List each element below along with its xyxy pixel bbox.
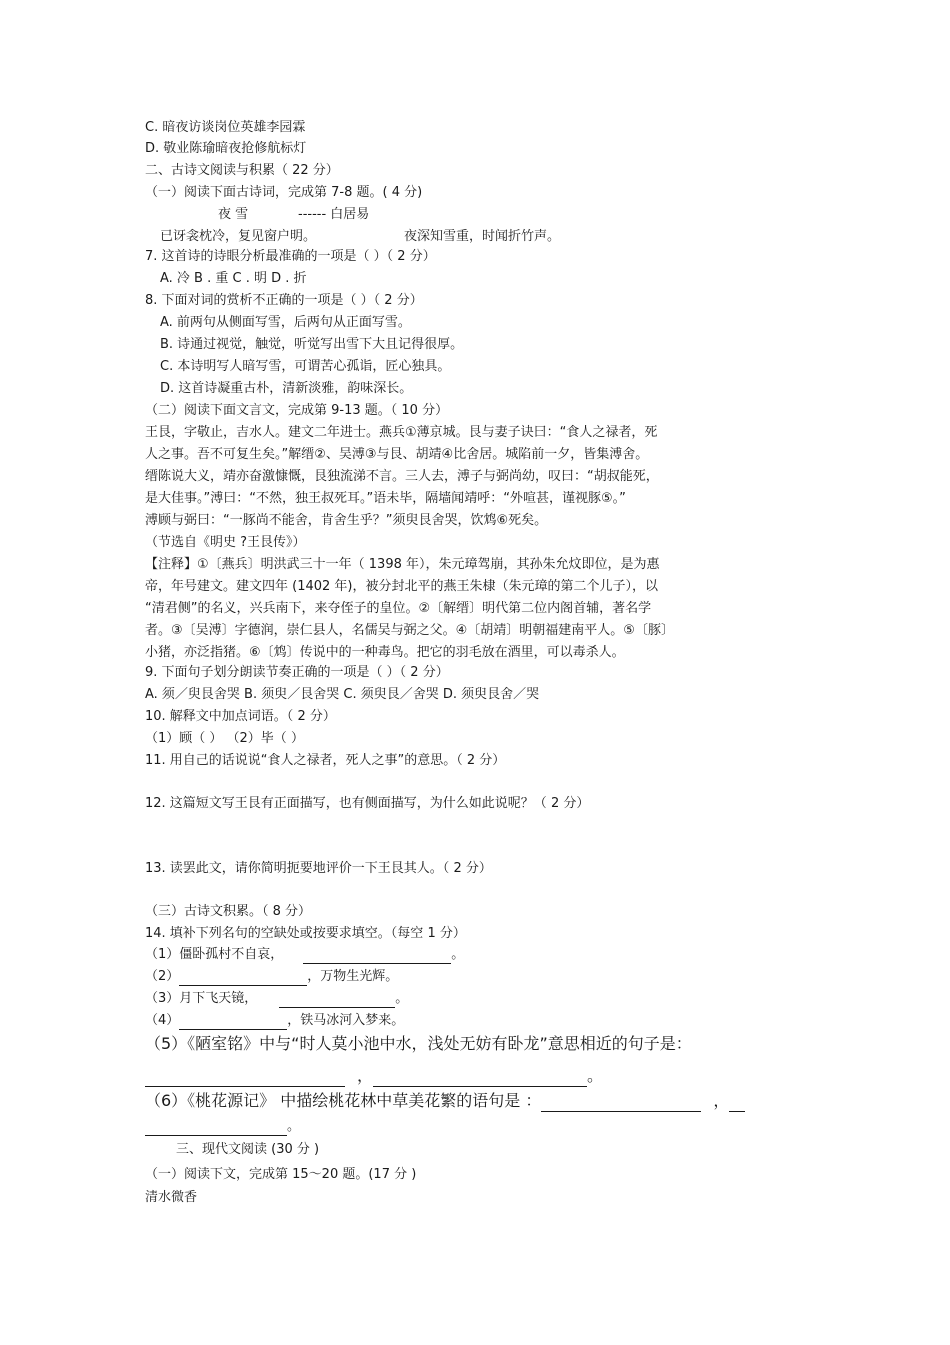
question-14-item-3: [145, 990, 408, 1008]
period: 。: [287, 1119, 301, 1134]
subsection-prose-heading: （二）阅读下面文言文，完成第 9-13 题。（ 10 分）: [145, 403, 449, 418]
item-1-text: （1）僵卧孤村不自哀，: [145, 947, 284, 962]
answer-blank-3[interactable]: [279, 993, 395, 1008]
question-12: 12. 这篇短文写王艮有正面描写，也有侧面描写，为什么如此说呢？（ 2 分）: [145, 796, 590, 811]
question-9-options: A. 须／臾艮舍哭 B. 须臾／艮舍哭 C. 须臾艮／舍哭 D. 须臾艮舍／哭: [145, 687, 540, 702]
question-14-item-6: [145, 1090, 745, 1112]
question-14-item-2: [145, 968, 398, 986]
prose-line-5: 溥顾与弼曰：“一豚尚不能舍，肯舍生乎？”须臾艮舍哭，饮鸩⑥死矣。: [145, 513, 548, 528]
option-d-line: D. 敬业陈瑜暗夜抢修航标灯: [145, 141, 307, 156]
question-11: 11. 用自己的话说说“食人之禄者，死人之事”的意思。（ 2 分）: [145, 753, 506, 768]
question-13: 13. 读罢此文，请你简明扼要地评价一下王艮其人。（ 2 分）: [145, 861, 492, 876]
answer-blank-5b[interactable]: [373, 1072, 587, 1087]
item-2-text: ，万物生光辉。: [307, 969, 399, 984]
subsection-modern-heading: （一）阅读下文，完成第 15～20 题。(17 分 ): [145, 1167, 417, 1182]
question-7: 7. 这首诗的诗眼分析最准确的一项是（ ）（ 2 分）: [145, 249, 436, 264]
poem-line-1: 已讶衾枕冷，复见窗户明。: [160, 229, 317, 244]
question-8-option-d: D. 这首诗凝重古朴，清新淡雅，韵味深长。: [160, 381, 413, 396]
question-10: 10. 解释文中加点词语。（ 2 分）: [145, 709, 336, 724]
period: 。: [395, 991, 409, 1006]
question-8-option-b: B. 诗通过视觉，触觉，听觉写出雪下大且记得很厚。: [160, 337, 464, 352]
question-7-options: A. 冷 B . 重 C . 明 D . 折: [160, 271, 307, 286]
prose-line-3: 缙陈说大义，靖亦奋激慷慨，艮独流涕不言。三人去，溥子与弼尚幼，叹曰：“胡叔能死，: [145, 469, 659, 484]
subsection-accumulation-heading: （三）古诗文积累。（ 8 分）: [145, 904, 312, 919]
poem-author: ------ 白居易: [298, 207, 370, 222]
question-8-option-a: A. 前两句从侧面写雪，后两句从正面写雪。: [160, 315, 411, 330]
section-heading-modern: 三、现代文阅读 (30 分 ): [176, 1142, 320, 1157]
prose-line-4: 是大佳事。”溥曰：“不然，独王叔死耳。”语未毕，隔墙闻靖呼：“外喧甚，谨视豚⑤。”: [145, 491, 626, 506]
note-line-3: “清君侧”的名义，兴兵南下，来夺侄子的皇位。②〔解缙〕明代第二位内阁首辅，著名学: [145, 601, 652, 616]
question-9: 9. 下面句子划分朗读节奏正确的一项是（ ）（ 2 分）: [145, 665, 449, 680]
question-10-items: （1）顾（ ） （2）毕（ ）: [145, 731, 304, 746]
answer-blank-4[interactable]: [179, 1015, 287, 1030]
answer-blank-6c[interactable]: [145, 1121, 287, 1136]
item-2-number: （2）: [145, 969, 180, 984]
question-14-item-1: [145, 946, 464, 964]
poem-line-2: 夜深知雪重，时闻折竹声。: [404, 229, 561, 244]
question-14-item-5: （5）《陋室铭》中与“时人莫小池中水，浅处无妨有卧龙”意思相近的句子是：: [145, 1034, 692, 1053]
question-8-option-c: C. 本诗明写人暗写雪，可谓苦心孤诣，匠心独具。: [160, 359, 451, 374]
period: 。: [451, 947, 465, 962]
comma: ，: [357, 1066, 374, 1085]
modern-text-title: 清水微香: [145, 1190, 198, 1205]
section-heading-classical: 二、古诗文阅读与积累（ 22 分）: [145, 163, 339, 178]
item-6-text: （6）《桃花源记》 中描绘桃花林中草美花繁的语句是 ：: [145, 1091, 542, 1110]
note-line-5: 小猪，亦泛指猪。⑥〔鸩〕传说中的一种毒鸟。把它的羽毛放在酒里，可以毒杀人。: [145, 645, 625, 660]
note-line-1: 【注释】①〔燕兵〕明洪武三十一年（ 1398 年），朱元璋驾崩，其孙朱允炆即位，是为惠: [145, 557, 660, 572]
answer-blank-5a[interactable]: [145, 1072, 345, 1087]
item-4-number: （4）: [145, 1013, 180, 1028]
question-14-item-4: [145, 1012, 404, 1030]
prose-source: （节选自《明史 ?王艮传》）: [145, 535, 306, 550]
subsection-poem-heading: （一）阅读下面古诗词，完成第 7-8 题。( 4 分): [145, 185, 423, 200]
answer-blank-1[interactable]: [303, 949, 451, 964]
note-line-2: 帝，年号建文。建文四年 (1402 年)，被分封北平的燕王朱棣（朱元璋的第二个儿子），以: [145, 579, 658, 594]
answer-blank-6b[interactable]: [729, 1097, 745, 1112]
item-3-text: （3）月下飞天镜，: [145, 991, 258, 1006]
note-line-4: 者。③〔吴溥〕字德润，崇仁县人，名儒吴与弼之父。④〔胡靖〕明朝福建南平人。⑤〔豚〕: [145, 623, 674, 638]
answer-blank-2[interactable]: [179, 971, 307, 986]
question-8: 8. 下面对词的赏析不正确的一项是（ ）（ 2 分）: [145, 293, 423, 308]
question-14-item-5-answer: [145, 1065, 603, 1087]
prose-line-1: 王艮，字敬止，吉水人。建文二年进士。燕兵①薄京城。艮与妻子诀曰：“食人之禄者，死: [145, 425, 658, 440]
item-4-text: ，铁马冰河入梦来。: [287, 1013, 405, 1028]
question-14: 14. 填补下列名句的空缺处或按要求填空。（每空 1 分）: [145, 926, 466, 941]
answer-blank-6a[interactable]: [541, 1097, 701, 1112]
question-14-item-6-continuation: [145, 1118, 300, 1136]
prose-line-2: 人之事。吾不可复生矣。”解缙②、吴溥③与艮、胡靖④比舍居。城陷前一夕，皆集溥舍。: [145, 447, 649, 462]
poem-title: 夜 雪: [218, 207, 249, 222]
period: 。: [587, 1066, 604, 1085]
option-c-line: C. 暗夜访谈岗位英雄李园霖: [145, 120, 306, 135]
comma: ，: [713, 1091, 730, 1110]
